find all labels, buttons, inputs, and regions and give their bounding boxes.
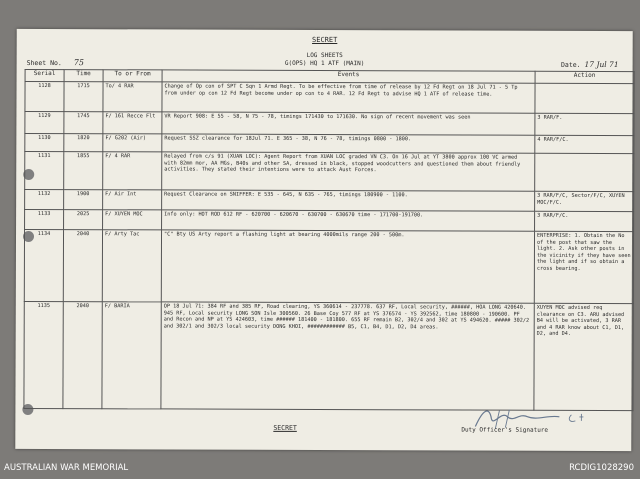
- events-cell: Info only: HOT ROD 612 RF - 620700 - 620670 - 630700 - 630670 time - 171700-191700.: [162, 210, 535, 231]
- table-row: [24, 301, 633, 410]
- action-cell: 3 RAR/F.: [535, 113, 634, 135]
- to-from-cell: To/ 4 RAR: [103, 82, 162, 112]
- institution-name: AUSTRALIAN WAR MEMORIAL: [4, 463, 129, 473]
- serial-cell: 1135: [24, 301, 63, 408]
- time-cell: 2040: [63, 230, 102, 302]
- events-cell: Relayed from c/s 91 (XUAN LOC): Agent Report from XUAN LOC graded VN C3. On 16 Jul at YT 3800 approx 100 VC armed with 82mm mor, AA MGs, B40s and other SA, dressed in black, stopped woodcutters and questioned them about friendly activities. They stated their intentions were to attack Aust Forces.: [162, 152, 535, 191]
- to-from-cell: F/ XUYEN MOC: [103, 210, 162, 230]
- to-from-cell: F/ 4 RAR: [103, 152, 162, 190]
- events-cell: Change of Op con of SPT C Sqn 1 Armd Regt. To be effective from time of release by 12 Fd Regt on 18 Jul 71 - 5 Tp from under op con 12 Fd Regt become under op con to 4 RAR. 12 Fd Regt to advise HQ 1 ATF of release time.: [162, 82, 535, 113]
- time-cell: 2040: [63, 302, 102, 409]
- serial-cell: 1129: [25, 111, 64, 133]
- log-sheet-page: [15, 29, 632, 451]
- time-cell: 1900: [64, 190, 103, 210]
- sheet-date: [561, 60, 619, 69]
- table-row: [24, 229, 633, 303]
- table-row: [25, 151, 634, 191]
- serial-cell: 1132: [25, 189, 64, 209]
- events-cell: VR Report 908: E 55 - 58, N 75 - 78, timings 171430 to 171630. No sign of recent movement was seen: [162, 112, 535, 135]
- serial-cell: 1133: [25, 209, 64, 229]
- to-from-cell: F/ Air Int: [103, 190, 162, 210]
- table-row: [25, 111, 634, 135]
- to-from-cell: F/ Arty Tac: [102, 230, 161, 302]
- catalogue-id: RCDIG1028290: [569, 463, 634, 473]
- to-from-cell: F/ BARIA: [102, 302, 161, 409]
- time-cell: 1715: [64, 82, 103, 112]
- action-cell: 3 RAR/F/C.: [535, 211, 634, 231]
- action-cell: ENTERPRISE: 1. Obtain the No of the post that saw the light. 2. Ask other posts in the vicinity if they have seen the light and if so obtain a cross bearing.: [534, 231, 633, 303]
- sheet-label: Sheet No.: [26, 58, 62, 68]
- time-cell: 2025: [64, 210, 103, 230]
- time-cell: 1820: [64, 134, 103, 152]
- log-title-line2: G(OPS) HQ 1 ATF (MAIN): [284, 59, 365, 68]
- column-header-serial: Serial: [25, 69, 64, 81]
- events-cell: Request SSZ clearance for 18Jul 71. E 365 - 38, N 76 - 78, timings 0800 - 1800.: [162, 134, 535, 153]
- signature-label: Duty Officer's Signature: [461, 426, 549, 434]
- action-cell: 4 RAR/F/C.: [535, 135, 634, 153]
- events-cell: Request Clearance on SNIFFER: E 535 - 645, N 635 - 765, timings 180900 - 1100.: [162, 190, 535, 211]
- date-label: Date.: [561, 60, 581, 69]
- log-table: [23, 69, 634, 411]
- column-header-action: Action: [535, 71, 634, 83]
- log-title-line1: LOG SHEETS: [306, 51, 343, 60]
- column-header-time: Time: [64, 70, 103, 82]
- action-cell: [535, 153, 634, 191]
- table-row: [25, 189, 634, 211]
- serial-cell: 1134: [24, 229, 63, 301]
- sheet-number-value: 75: [73, 58, 84, 68]
- events-cell: OP 18 Jul 71: 384 RF and 385 RF, Road clearing, YS 360614 - 237778. 637 RF, Local security, ######, HOA LONG 420640. 945 RF, Local security LONG SON Isle 300560. 26 Base Coy 577 RF at YS 376574 - YS 392562, time 180800 - 190600. PF and Recon and NP at YS 424603, time ###### 181400 - 181800. 655 RF remain B2, 302/4 and 302 at YS 494620. ##### 302/2 and 302/1 and 302/3 local security DONG KHOI, ############ B5, C1, B4, D1, D2, D4 areas.: [161, 302, 534, 410]
- to-from-cell: F/ G202 (Air): [103, 134, 162, 152]
- table-row: [25, 81, 634, 113]
- serial-cell: 1128: [25, 81, 64, 111]
- events-cell: "C" Bty US Arty report a flashing light at bearing 4000mils range 200 - 500m.: [161, 230, 534, 303]
- time-cell: 1745: [64, 112, 103, 134]
- to-from-cell: F/ 161 Recce Flt: [103, 112, 162, 134]
- action-cell: [535, 83, 634, 113]
- date-value: 17 Jul 71: [584, 59, 619, 70]
- serial-cell: 1131: [25, 151, 64, 189]
- table-row: [25, 133, 634, 153]
- classification-footer: SECRET: [273, 423, 297, 432]
- column-header-to-from: To or From: [103, 70, 162, 82]
- sheet-number: [27, 58, 84, 67]
- table-row: [25, 209, 634, 231]
- action-cell: 3 RAR/F/C, Sector/F/C, XUYEN MOC/F/C.: [535, 191, 634, 211]
- classification-header: SECRET: [312, 35, 338, 45]
- log-title: [17, 51, 633, 69]
- column-header-events: Events: [162, 70, 535, 83]
- serial-cell: 1130: [25, 133, 64, 151]
- action-cell: XUYEN MOC advised req clearance on C3. ARU advised B4 will be activated, 3 RAR and 4 RAR know about C1, D1, D2, and D4.: [534, 303, 633, 410]
- time-cell: 1855: [64, 152, 103, 190]
